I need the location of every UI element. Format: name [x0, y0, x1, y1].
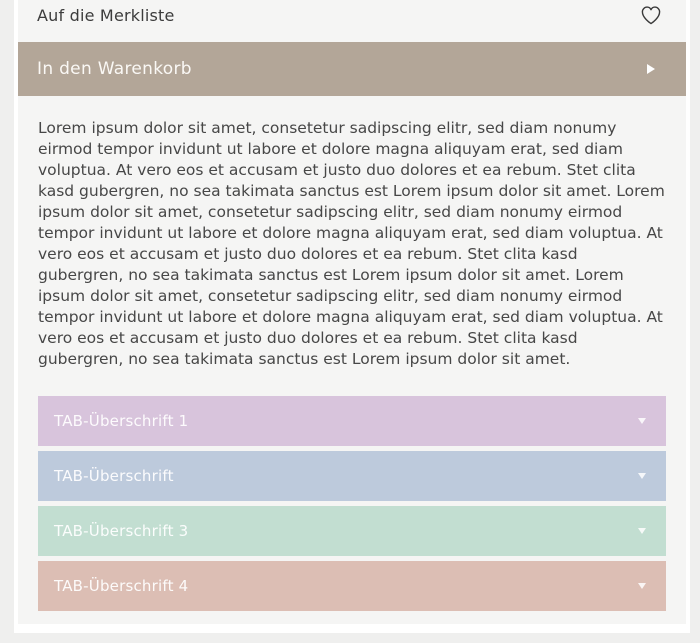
tab-3-label: TAB-Überschrift 3: [54, 522, 189, 540]
tab-1-label: TAB-Überschrift 1: [54, 412, 189, 430]
tab-1[interactable]: [38, 396, 666, 446]
product-description-text: Lorem ipsum dolor sit amet, consetetur sadipscing elitr, sed diam nonumy eirmod tempor invidunt ut labore et dolore magna aliquyam erat, sed diam voluptua. At vero eos et accusam et justo duo dolores et ea rebum. Stet clita kasd gubergren, no sea takimata sanctus est Lorem ipsum dolor sit amet. Lorem ipsum dolor sit amet, consetetur sadipscing elitr, sed diam nonumy eirmod tempor invidunt ut labore et dolore magna aliquyam erat, sed diam voluptua. At vero eos et accusam et justo duo dolores et ea rebum. Stet clita kasd gubergren, no sea takimata sanctus est Lorem ipsum dolor sit amet. Lorem ipsum dolor sit amet, consetetur sadipscing elitr, sed diam nonumy eirmod tempor invidunt ut labore et dolore magna aliquyam erat, sed diam voluptua. At vero eos et accusam et justo duo dolores et ea rebum. Stet clita kasd gubergren, no sea takimata sanctus est Lorem ipsum dolor sit amet.: [38, 119, 665, 368]
tab-2-label: TAB-Überschrift: [54, 467, 174, 485]
add-to-cart-label: In den Warenkorb: [37, 59, 192, 79]
chevron-down-icon: [638, 528, 646, 534]
tab-4[interactable]: [38, 561, 666, 611]
wishlist-label: Auf die Merkliste: [37, 5, 175, 25]
accordion-tabs: [38, 396, 666, 611]
heart-icon[interactable]: [638, 3, 664, 27]
product-description-section: [18, 118, 686, 611]
product-detail-panel: [18, 0, 686, 624]
tab-3[interactable]: [38, 506, 666, 556]
add-to-cart-button[interactable]: [18, 42, 686, 96]
chevron-down-icon: [638, 583, 646, 589]
product-detail-card: [14, 0, 690, 633]
tab-4-label: TAB-Überschrift 4: [54, 577, 189, 595]
chevron-down-icon: [638, 473, 646, 479]
chevron-down-icon: [638, 418, 646, 424]
arrow-right-icon: [647, 64, 655, 74]
add-to-wishlist-button[interactable]: [18, 0, 686, 30]
tab-2[interactable]: [38, 451, 666, 501]
